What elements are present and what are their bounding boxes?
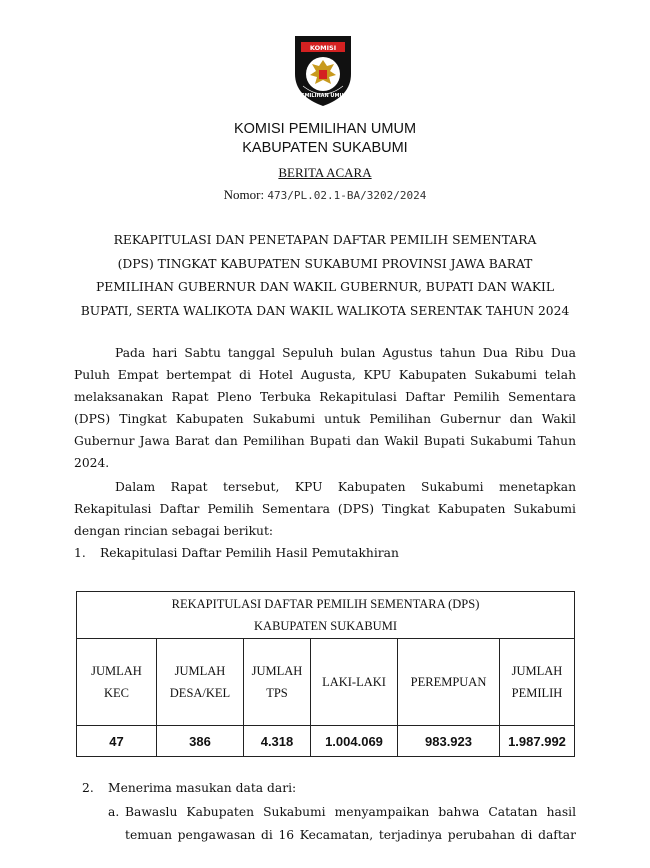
logo-bottom-text: PEMILIHAN UMUM	[297, 93, 349, 99]
table-title-line2: KABUPATEN SUKABUMI	[254, 619, 397, 633]
col-header-laki: LAKI-LAKI	[311, 639, 398, 726]
value-desa: 386	[157, 726, 244, 757]
document-heading	[60, 229, 590, 323]
list-item-text: Rekapitulasi Daftar Pemilih Hasil Pemutakhiran	[100, 546, 399, 560]
list-item-number: 2.	[82, 781, 94, 795]
dps-recap-table	[76, 591, 575, 757]
kpu-logo	[289, 34, 357, 108]
table-title-line1: REKAPITULASI DAFTAR PEMILIH SEMENTARA (DPS)	[171, 597, 480, 611]
doc-number-label: Nomor:	[223, 187, 265, 202]
paragraph-1: Pada hari Sabtu tanggal Sepuluh bulan Agustus tahun Dua Ribu Dua Puluh Empat bertempat di Hotel Augusta, KPU Kabupaten Sukabumi telah melaksanakan Rapat Pleno Terbuka Rekapitulasi Daftar Pemilih Sementara (DPS) Tingkat Kabupaten Sukabumi untuk Pemilihan Gubernur dan Wakil Gubernur Jawa Barat dan Pemilihan Bupati dan Wakil Bupati Sukabumi Tahun 2024.	[74, 346, 576, 470]
heading-line: PEMILIHAN GUBERNUR DAN WAKIL GUBERNUR, BUPATI DAN WAKIL	[95, 280, 555, 294]
col-header-desa: JUMLAH DESA/KEL	[157, 639, 244, 726]
col-header-kec: JUMLAH KEC	[77, 639, 157, 726]
logo-top-text: KOMISI	[309, 44, 337, 52]
sub-item-a	[108, 801, 576, 847]
list-item-number: 1.	[74, 546, 86, 560]
org-name-line1: KOMISI PEMILIHAN UMUM	[233, 121, 417, 137]
paragraph-2: Dalam Rapat tersebut, KPU Kabupaten Sukabumi menetapkan Rekapitulasi Daftar Pemilih Sementara (DPS) Tingkat Kabupaten Sukabumi dengan rincian sebagai berikut:	[74, 480, 576, 538]
sub-item-text: Bawaslu Kabupaten Sukabumi menyampaikan bahwa Catatan hasil temuan pengawasan di 16 Kecamatan, terjadinya perubahan di daftar	[125, 805, 576, 842]
col-header-pemilih: JUMLAH PEMILIH	[500, 639, 575, 726]
org-name-line2: KABUPATEN SUKABUMI	[242, 140, 408, 156]
doc-number-value: 473/PL.02.1-BA/3202/2024	[267, 189, 427, 202]
col-header-tps: JUMLAH TPS	[244, 639, 311, 726]
value-kec: 47	[77, 726, 157, 757]
doc-number	[0, 187, 650, 203]
value-pemilih: 1.987.992	[500, 726, 575, 757]
value-laki: 1.004.069	[311, 726, 398, 757]
sub-item-letter: a.	[108, 805, 120, 819]
heading-line: BUPATI, SERTA WALIKOTA DAN WAKIL WALIKOTA SERENTAK TAHUN 2024	[80, 303, 570, 318]
heading-line: (DPS) TINGKAT KABUPATEN SUKABUMI PROVINSI JAWA BARAT	[117, 256, 533, 271]
heading-line: REKAPITULASI DAN PENETAPAN DAFTAR PEMILIH SEMENTARA	[113, 233, 537, 247]
doc-type-label: BERITA ACARA	[278, 165, 372, 180]
list-item-text: Menerima masukan data dari:	[108, 781, 297, 795]
col-header-perempuan: PEREMPUAN	[398, 639, 500, 726]
value-perempuan: 983.923	[398, 726, 500, 757]
value-tps: 4.318	[244, 726, 311, 757]
table-title	[77, 592, 575, 639]
doc-type	[0, 165, 650, 181]
